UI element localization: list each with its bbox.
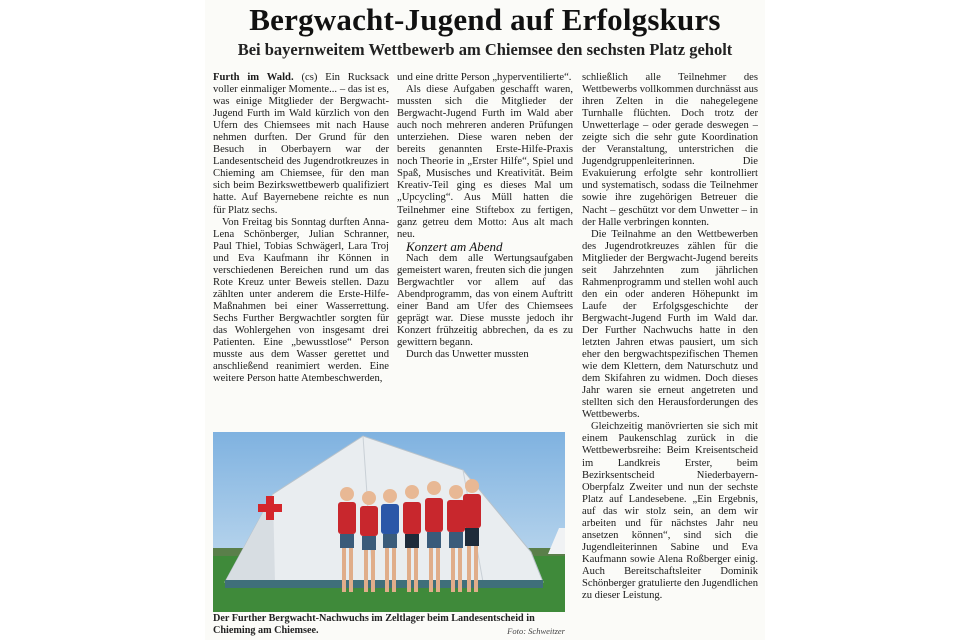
paragraph: Als diese Aufgaben geschafft waren, mussten sich die Mitglieder der Bergwacht-Jugend Furth im Wald aber auch noch mehreren anderen Prüfungen unterziehen. Diese waren neben der bereits genannten Erste-Hilfe-Praxis noch Theorie in „Erster Hilfe“, Spiel und Spaß, Musisches und Kreativität. Beim Kreativ-Teil ging es dieses Mal um „Upcycling“. Aus Müll hatten die Teilnehmer eine Stiftebox zu fertigen, ganz getreu dem Motto: Aus alt mach neu.	[397, 84, 573, 240]
article-photo	[213, 432, 565, 612]
article-column-1	[213, 72, 389, 420]
paragraph-text: (cs) Ein Rucksack voller einmaliger Momente... – das ist es, was einige Mitglieder der Bergwacht-Jugend Furth im Wald kürzlich von den Ufern des Chiemsees mit nach Hause nehmen durften. Der Grund für den Besuch in Oberbayern war der Landesentscheid des Jugendrotkreuzes in Chieming am Chiemsee, für den man sich beim Bezirkswettbewerb qualifiziert hatte. Auf Bayernebene reichte es nun für Platz sechs.	[213, 72, 389, 216]
section-title: Konzert am Abend	[406, 238, 503, 254]
photo-credit: Foto: Schweitzer	[507, 626, 565, 636]
article-subheadline: Bei bayernweitem Wettbewerb am Chiemsee den sechsten Platz geholt	[237, 40, 733, 59]
article-column-3	[582, 72, 758, 638]
dateline: Furth im Wald.	[213, 72, 294, 83]
paragraph	[213, 72, 389, 217]
paragraph: und eine dritte Person „hyperventilierte“.	[397, 72, 572, 83]
paragraph: Durch das Unwetter mussten	[406, 349, 529, 361]
article-headline: Bergwacht-Jugend auf Erfolgskurs	[249, 2, 721, 37]
newspaper-page	[205, 0, 765, 640]
tent-base	[225, 580, 543, 588]
paragraph: schließlich alle Teilnehmer des Wettbewerbs vollkommen durchnässt aus ihren Zelten in die nahegelegene Turnhalle flüchten. Doch trotz der Unwetterlage – oder gerade deswegen – zeigte sich die sehr gute Koordination der Veranstaltung, unterstrichen die Jugendgruppenleiterinnen. Die Evakuierung erfolgte sehr kontrolliert und systematisch, sodass die Teilnehmer sowie ihre zugehörigen Betreuer die Nacht – geschützt vor dem Unwetter – in der Halle verbringen konnten.	[582, 72, 758, 228]
photo-caption: Der Further Bergwacht-Nachwuchs im Zeltlager beim Landesentscheid in Chieming am Chiemsee.	[213, 613, 535, 636]
article-column-2	[397, 72, 573, 420]
paragraph: Nach dem alle Wertungsaufgaben gemeistert waren, freuten sich die jungen Bergwachtler vor allem auf das Abendprogramm, das von einem Auftritt einer Band am Ufer des Chiemsees geprägt war. Diese musste jedoch ihr Konzert frühzeitig abbrechen, da es zu gewittern begann.	[397, 252, 573, 349]
tent-group-photo	[213, 432, 565, 612]
paragraph: Die Teilnahme an den Wettbewerben des Jugendrotkreuzes zählen für die Mitglieder der Bergwacht-Jugend bereits seit Jahrzehnten zum jährlichen Rahmenprogramm und stellen wohl auch den ein oder anderen Höhepunkt im Laufe der Erfolgsgeschichte der Bergwacht-Jugend Furth im Wald dar. Der Further Nachwuchs hatte in den letzten Jahren etwas pausiert, um sich eher den bergwachtspezifischen Themen wie dem Klettern, dem Naturschutz und dem Skifahren zu widmen. Doch dieses Jahr waren sie erneut angetreten und stellten sich den Herausforderungen des Wettbewerbs.	[582, 228, 758, 421]
paragraph: Von Freitag bis Sonntag durften Anna-Lena Schönberger, Julian Schranner, Paul Thiel, Tobias Schwägerl, Lara Troj und Eva Kaufmann ihr Können in verschiedenen Bereichen rund um das Rote Kreuz unter Beweis stellen. Dazu zählten unter anderem die Erste-Hilfe-Maßnahmen bei einer Wasserrettung. Sechs Further Bergwachtler sorgten für das Wohlergehen von insgesamt drei Patienten. Eine „bewusstlose“ Person musste aus dem Wasser gerettet und anschließend reanimiert werden. Eine weitere Person hatte Atembeschwerden,	[213, 216, 389, 385]
paragraph: Gleichzeitig manövrierten sie sich mit einem Paukenschlag zurück in die Wettbewerbsreihe: Beim Kreisentscheid im Landkreis Erster, beim Bezirksentscheid Niederbayern-Oberpfalz Zweiter und nun der sechste Platz auf Landesebene. „Ein Ergebnis, auf das wir stolz sein, an dem wir arbeiten und für nächstes Jahr neu ansetzen können“, sind sich die Jugendleiterinnen Sabine und Eva Kaufmann sowie Alena Roßberger einig. Auch Bereitschaftsleiter Dominik Schönberger gratulierte den Jugendlichen zu dieser Leistung.	[582, 421, 758, 602]
